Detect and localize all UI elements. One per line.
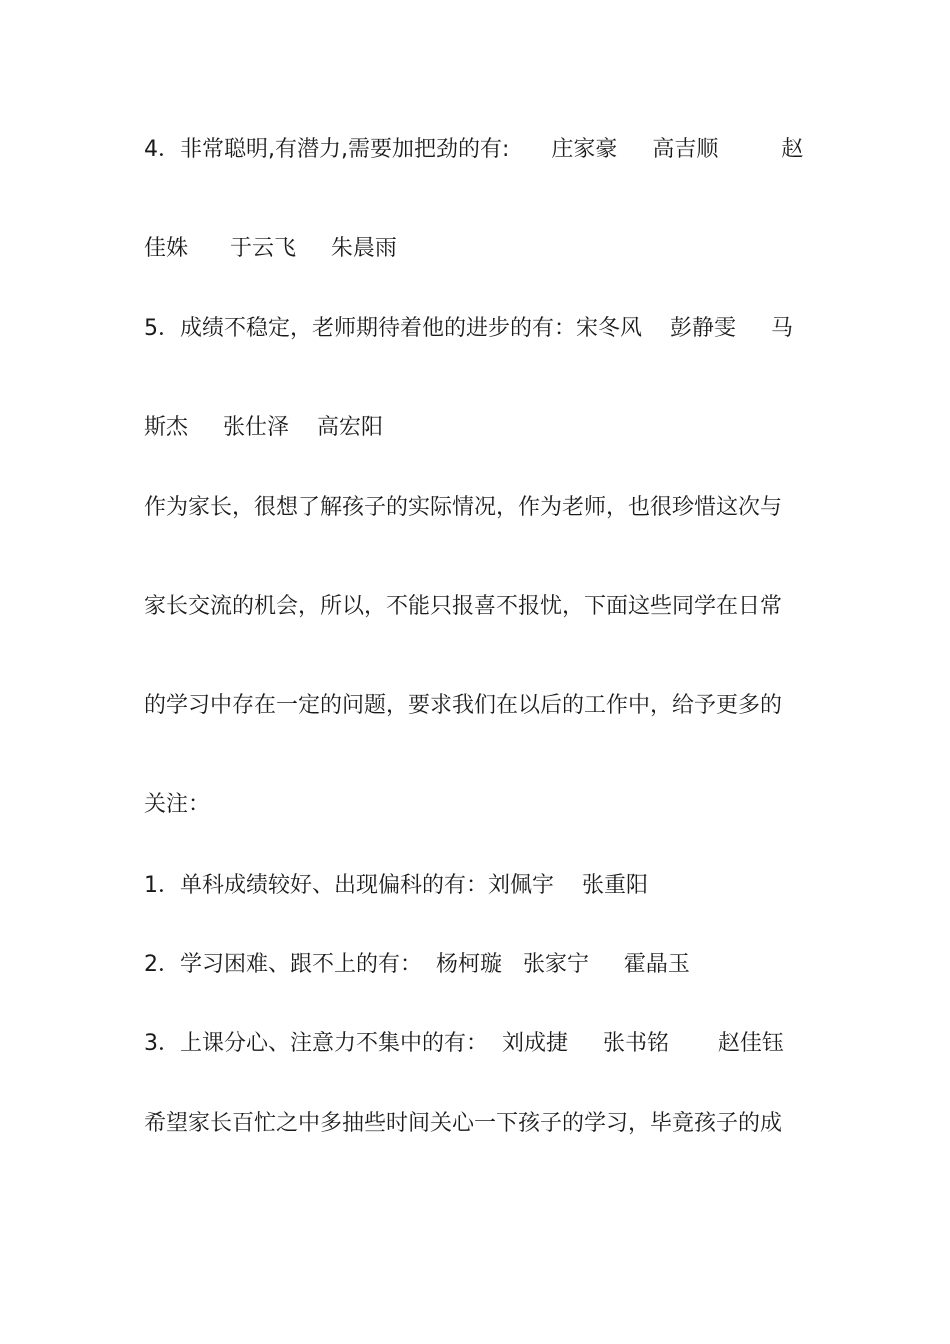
list-item-5-line-1: 5．成绩不稳定，老师期待着他的进步的有：宋冬风 彭静雯 马: [144, 316, 793, 341]
paragraph-line-1: 作为家长，很想了解孩子的实际情况，作为老师，也很珍惜这次与: [144, 495, 783, 520]
list-item-4-line-1: 4．非常聪明,有潜力,需要加把劲的有: 庄家豪 高吉顺 赵: [144, 137, 804, 162]
concern-list-item-1: 1．单科成绩较好、出现偏科的有：刘佩宇 张重阳: [144, 873, 648, 898]
paragraph-line-4: 关注：: [144, 792, 211, 817]
list-item-4-line-2: 佳姝 于云飞 朱晨雨: [144, 236, 397, 261]
concern-list-item-2: 2．学习困难、跟不上的有： 杨柯璇 张家宁 霍晶玉: [144, 952, 690, 977]
closing-paragraph-line-1: 希望家长百忙之中多抽些时间关心一下孩子的学习，毕竟孩子的成: [144, 1111, 783, 1136]
paragraph-line-2: 家长交流的机会，所以，不能只报喜不报忧，下面这些同学在日常: [144, 594, 783, 619]
list-item-5-line-2: 斯杰 张仕泽 高宏阳: [144, 415, 383, 440]
paragraph-line-3: 的学习中存在一定的问题，要求我们在以后的工作中，给予更多的: [144, 693, 783, 718]
concern-list-item-3: 3．上课分心、注意力不集中的有： 刘成捷 张书铭 赵佳钰: [144, 1031, 784, 1056]
